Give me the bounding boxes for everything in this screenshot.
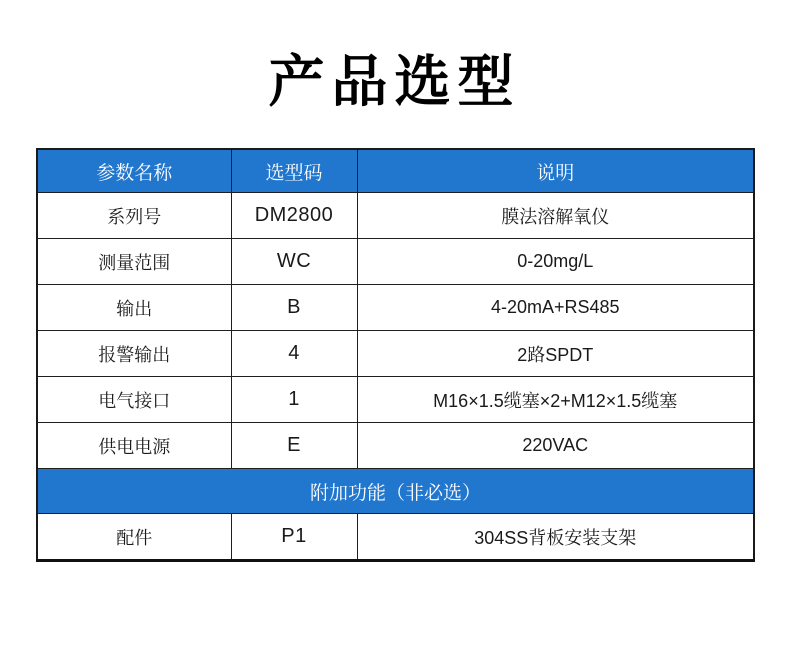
code-cell: 1 <box>231 377 357 423</box>
table-row-series <box>37 193 754 239</box>
table-row-electrical-interface <box>37 377 754 423</box>
table-row-accessories <box>37 514 754 561</box>
param-name-cell: 测量范围 <box>37 239 231 285</box>
param-name-cell: 系列号 <box>37 193 231 239</box>
description-cell: 0-20mg/L <box>357 239 754 285</box>
table-header-row <box>37 149 754 193</box>
code-cell: B <box>231 285 357 331</box>
description-cell: 220VAC <box>357 423 754 469</box>
header-description: 说明 <box>357 149 754 193</box>
header-code: 选型码 <box>231 149 357 193</box>
param-name-cell: 供电电源 <box>37 423 231 469</box>
code-cell: P1 <box>231 514 357 561</box>
description-cell: 304SS背板安装支架 <box>357 514 754 561</box>
section-row-additional-features <box>37 469 754 514</box>
param-name-cell: 配件 <box>37 514 231 561</box>
section-title: 附加功能（非必选） <box>37 469 754 514</box>
description-cell: 2路SPDT <box>357 331 754 377</box>
param-name-cell: 报警输出 <box>37 331 231 377</box>
param-name-cell: 电气接口 <box>37 377 231 423</box>
param-name-cell: 输出 <box>37 285 231 331</box>
code-cell: WC <box>231 239 357 285</box>
code-cell: 4 <box>231 331 357 377</box>
table-row-range <box>37 239 754 285</box>
header-param-name: 参数名称 <box>37 149 231 193</box>
table-row-alarm-output <box>37 331 754 377</box>
code-cell: DM2800 <box>231 193 357 239</box>
description-cell: M16×1.5缆塞×2+M12×1.5缆塞 <box>357 377 754 423</box>
description-cell: 膜法溶解氧仪 <box>357 193 754 239</box>
product-selection-table <box>36 148 755 562</box>
table-row-output <box>37 285 754 331</box>
page-title: 产品选型 <box>268 50 521 113</box>
table-row-power-supply <box>37 423 754 469</box>
code-cell: E <box>231 423 357 469</box>
description-cell: 4-20mA+RS485 <box>357 285 754 331</box>
